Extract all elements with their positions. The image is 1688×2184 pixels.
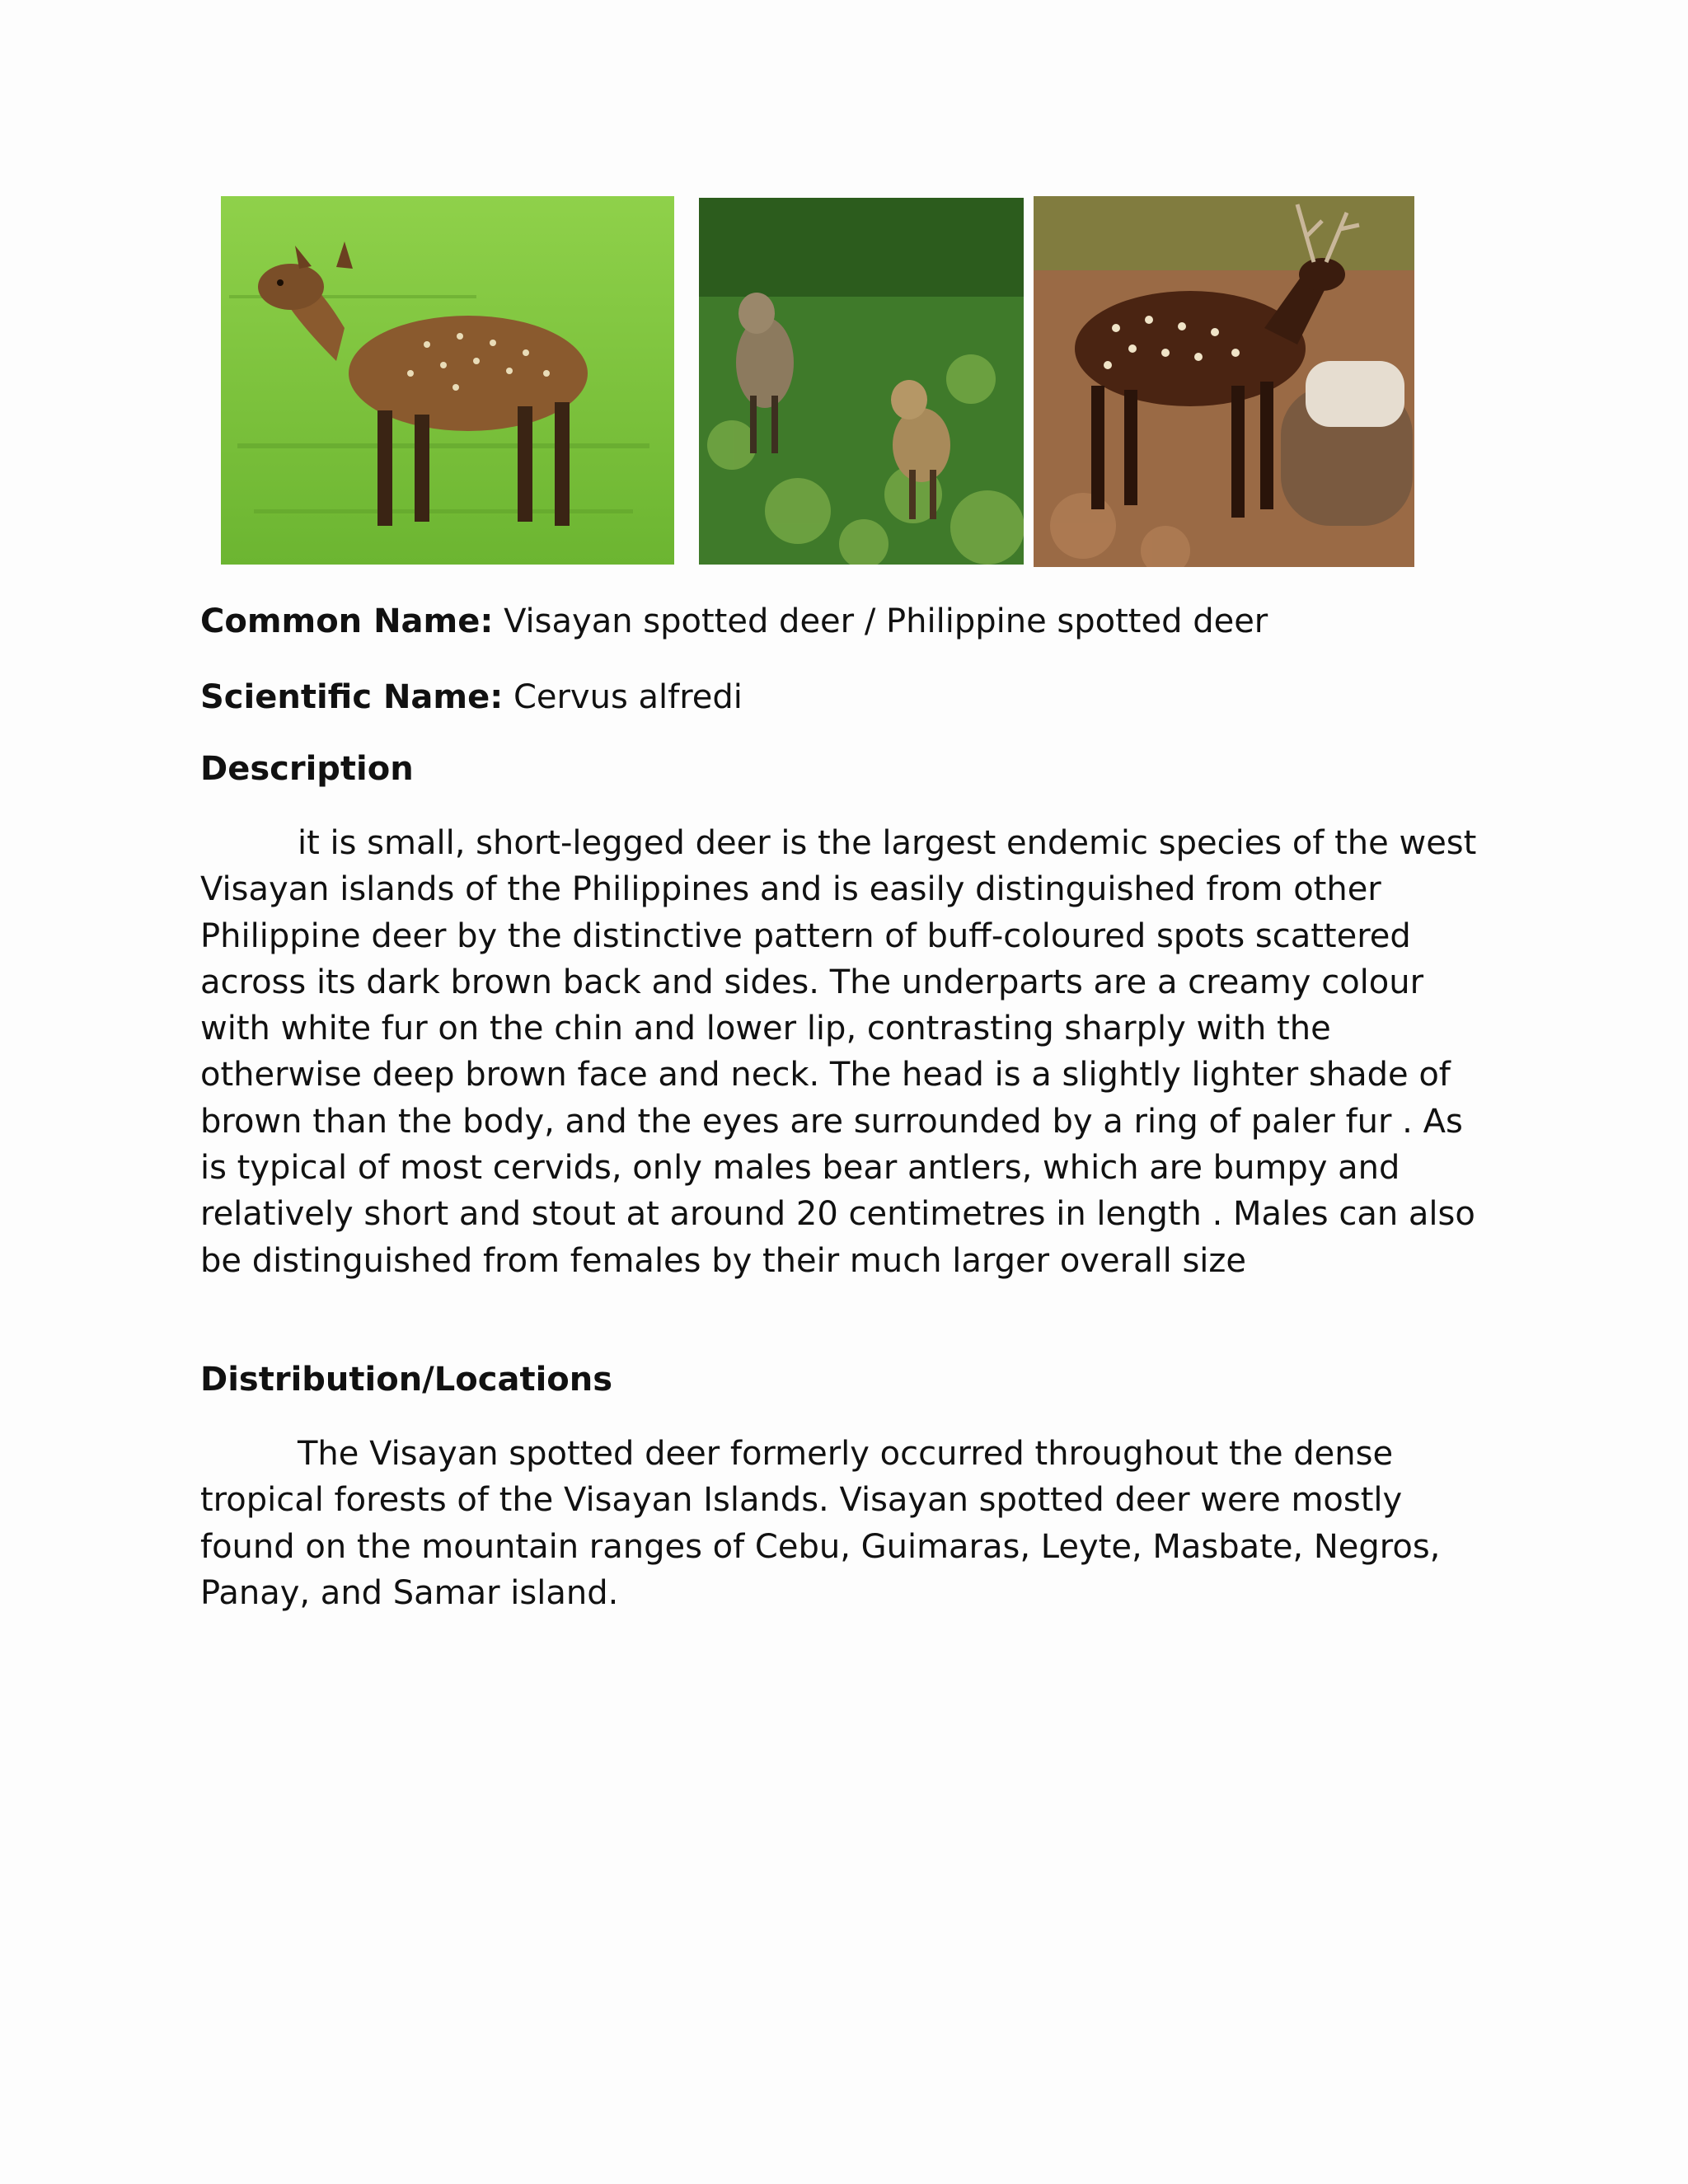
common-name-line <box>200 598 1268 644</box>
common-name-value: Visayan spotted deer / Philippine spotted deer <box>493 602 1268 640</box>
deer-male-photo <box>1034 196 1414 567</box>
deer-fawn-photo <box>221 196 674 565</box>
scientific-name-line <box>200 674 743 720</box>
scientific-name-value: Cervus alfredi <box>503 678 743 716</box>
deer-pair-photo <box>699 198 1024 565</box>
scientific-name-label: Scientific Name: <box>200 678 504 716</box>
description-paragraph: it is small, short-legged deer is the largest endemic species of the west Visayan islands of the Philippines and is easily distinguished from other Philippine deer by the distinctive pattern of buff-coloured spots scattered across its dark brown back and sides. The underparts are a creamy colour with white fur on the chin and lower lip, contrasting sharply with the otherwise deep brown face and neck. The head is a slightly lighter shade of brown than the body, and the eyes are surrounded by a ring of paler fur . As is typical of most cervids, only males bear antlers, which are bumpy and relatively short and stout at around 20 centimetres in length . Males can also be distinguished from females by their much larger overall size <box>200 824 1477 1280</box>
common-name-label: Common Name: <box>200 602 494 640</box>
distribution-paragraph: The Visayan spotted deer formerly occurred throughout the dense tropical forests of the Visayan Islands. Visayan spotted deer were mostly found on the mountain ranges of Cebu, Guimaras, Leyte, Masbate, Negros, Panay, and Samar island. <box>200 1435 1441 1612</box>
description-heading: Description <box>200 750 414 788</box>
distribution-heading: Distribution/Locations <box>200 1361 613 1399</box>
